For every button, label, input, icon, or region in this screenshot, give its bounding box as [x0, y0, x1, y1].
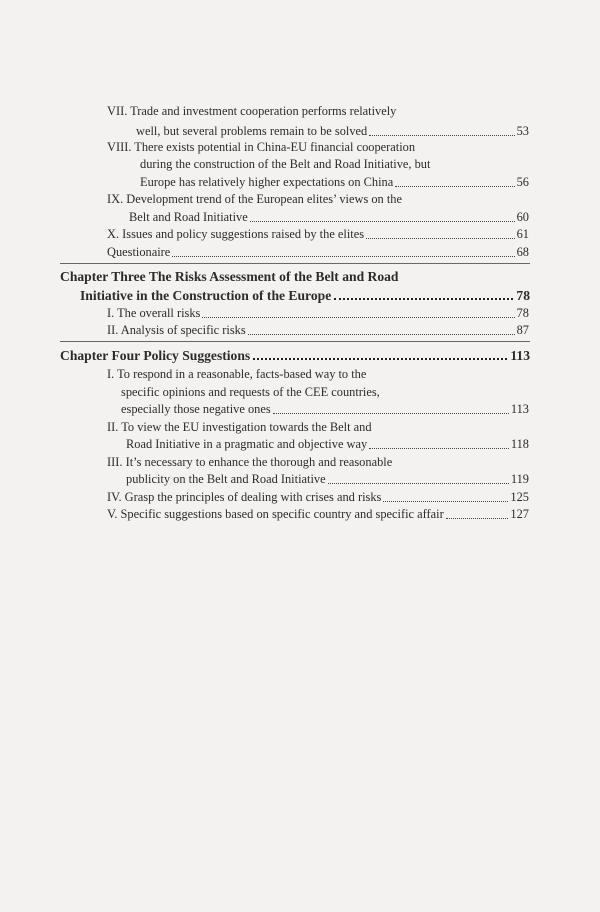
toc-entry-line: IX. Development trend of the European elites’ views on the [107, 192, 402, 206]
page-number: 53 [516, 124, 529, 138]
chapter-entry[interactable] [80, 287, 530, 304]
leader-dots [369, 448, 509, 449]
toc-entry-line: especially those negative ones [121, 402, 271, 416]
toc-entry[interactable] [126, 436, 529, 452]
leader-dots [248, 334, 515, 335]
toc-entry-line: Road Initiative in a pragmatic and objective way [126, 437, 368, 451]
toc-entry-line: IV. Grasp the principles of dealing with crises and risks [107, 490, 382, 504]
page-number: 61 [516, 227, 529, 241]
leader-dots [250, 221, 515, 222]
toc-entry-line: I. The overall risks [107, 306, 201, 320]
toc-entry-line: specific opinions and requests of the CEE countries, [121, 385, 380, 399]
toc-entry-line: II. To view the EU investigation towards the Belt and [107, 420, 372, 434]
page-number: 78 [516, 288, 530, 303]
leader-dots [328, 483, 509, 484]
chapter-title: Initiative in the Construction of the Europe [80, 288, 332, 303]
toc-entry-line: X. Issues and policy suggestions raised by the elites [107, 227, 365, 241]
toc-entry-line: I. To respond in a reasonable, facts-based way to the [107, 367, 367, 381]
leader-dots [273, 413, 509, 414]
toc-entry[interactable] [107, 489, 529, 505]
toc-entry-line: publicity on the Belt and Road Initiative [126, 472, 326, 486]
page-number: 56 [516, 175, 529, 189]
toc-entry-line: V. Specific suggestions based on specific country and specific affair [107, 507, 444, 521]
toc-entry[interactable] [107, 506, 529, 522]
page-number: 78 [516, 306, 529, 320]
toc-entry[interactable] [107, 322, 529, 338]
chapter-title: Chapter Three The Risks Assessment of the Belt and Road [60, 269, 399, 284]
toc-entry-line: VII. Trade and investment cooperation performs relatively [107, 104, 397, 118]
leader-dots [383, 501, 508, 502]
page-number: 113 [510, 402, 529, 416]
toc-entry-line: Questionaire [107, 245, 171, 259]
toc-entry[interactable] [126, 471, 529, 487]
toc-entry-line: Europe has relatively higher expectations on China [140, 175, 394, 189]
toc-entry-line: II. Analysis of specific risks [107, 323, 246, 337]
toc-entry-line: Belt and Road Initiative [129, 210, 248, 224]
leader-dots [172, 256, 514, 257]
toc-entry[interactable] [107, 305, 529, 321]
leader-dots [202, 317, 514, 318]
toc-entry[interactable] [121, 401, 529, 417]
leader-dots [366, 238, 515, 239]
page-number: 60 [516, 210, 529, 224]
page-number: 125 [510, 490, 529, 504]
page-number: 87 [516, 323, 529, 337]
toc-entry[interactable] [129, 209, 529, 225]
leader-dots [253, 358, 507, 360]
page-number: 119 [510, 472, 529, 486]
toc-entry[interactable] [107, 244, 529, 260]
page-number: 113 [510, 348, 530, 363]
toc-entry-line: III. It’s necessary to enhance the thorough and reasonable [107, 455, 393, 469]
page-number: 127 [510, 507, 529, 521]
page-number: 68 [516, 245, 529, 259]
page-number: 118 [510, 437, 529, 451]
leader-dots [446, 518, 509, 519]
leader-dots [334, 298, 513, 300]
toc-entry[interactable] [140, 174, 529, 190]
chapter-title: Chapter Four Policy Suggestions [60, 348, 251, 363]
leader-dots [395, 186, 514, 187]
toc-entry-line: well, but several problems remain to be solved [136, 124, 368, 138]
divider [60, 263, 530, 264]
toc-entry[interactable] [107, 226, 529, 242]
chapter-entry[interactable] [60, 347, 530, 364]
divider [60, 341, 530, 342]
toc-entry-line: VIII. There exists potential in China-EU financial cooperation [107, 140, 416, 154]
leader-dots [369, 135, 514, 136]
toc-entry[interactable] [136, 123, 529, 139]
toc-entry-line: during the construction of the Belt and Road Initiative, but [140, 157, 431, 171]
